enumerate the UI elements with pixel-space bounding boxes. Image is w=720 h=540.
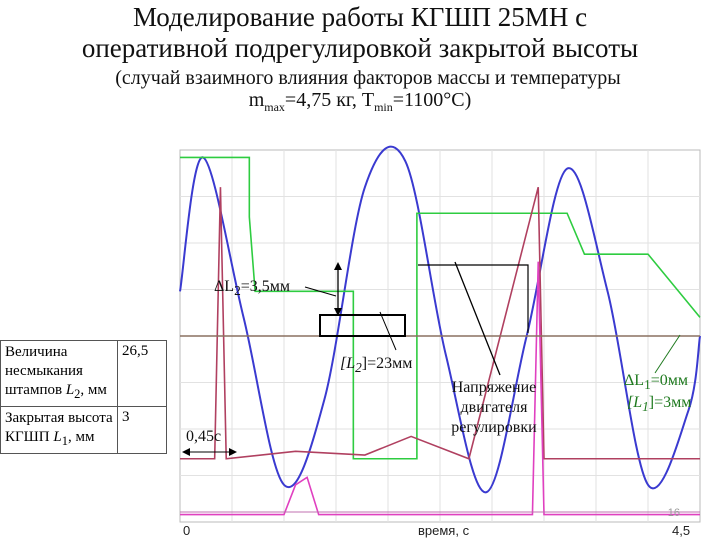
annotation-l1: $[L_1]=3мм$ [627, 394, 692, 415]
slide-subtitle-line-1: (случай взаимного влияния факторов массы и температуры [115, 67, 621, 89]
annotation-dl2: $\Delta L_2=3,5мм$ [214, 278, 291, 299]
annotation-time-interval: 0,45с [186, 428, 222, 445]
table-cell-label: Величина несмыкания штампов $L_2$, мм [1, 341, 118, 407]
table-cell-value: 26,5 [118, 341, 167, 407]
slide-subtitle-line-2: $m_{max}=4,75$ кг, $T_{min}=1100^\circ C$) [248, 89, 472, 114]
table-row [1, 407, 167, 454]
annotation-motor-voltage: Напряжение двигателя регулировки [451, 379, 537, 436]
annotation-dl1: $\Delta L_1=0мм$ [624, 372, 689, 393]
x-tick-start: 0 [183, 523, 191, 538]
slide-title-line-2: оперативной подрегулировкой закрытой высоты [81, 33, 639, 63]
annotation-l2: $[L_2]=23мм$ [340, 355, 413, 376]
table-cell-label: Закрытая высота КГШП $L_1$, мм [1, 407, 118, 454]
parameters-table [0, 340, 167, 454]
x-axis-label: время, с [418, 523, 470, 538]
x-tick-end: 4,5 [672, 523, 691, 538]
table-cell-value: 3 [118, 407, 167, 454]
slide-title-line-1: Моделирование работы КГШП 25МН с [132, 2, 588, 32]
page-number: 16 [667, 507, 680, 519]
table-row [1, 341, 167, 407]
